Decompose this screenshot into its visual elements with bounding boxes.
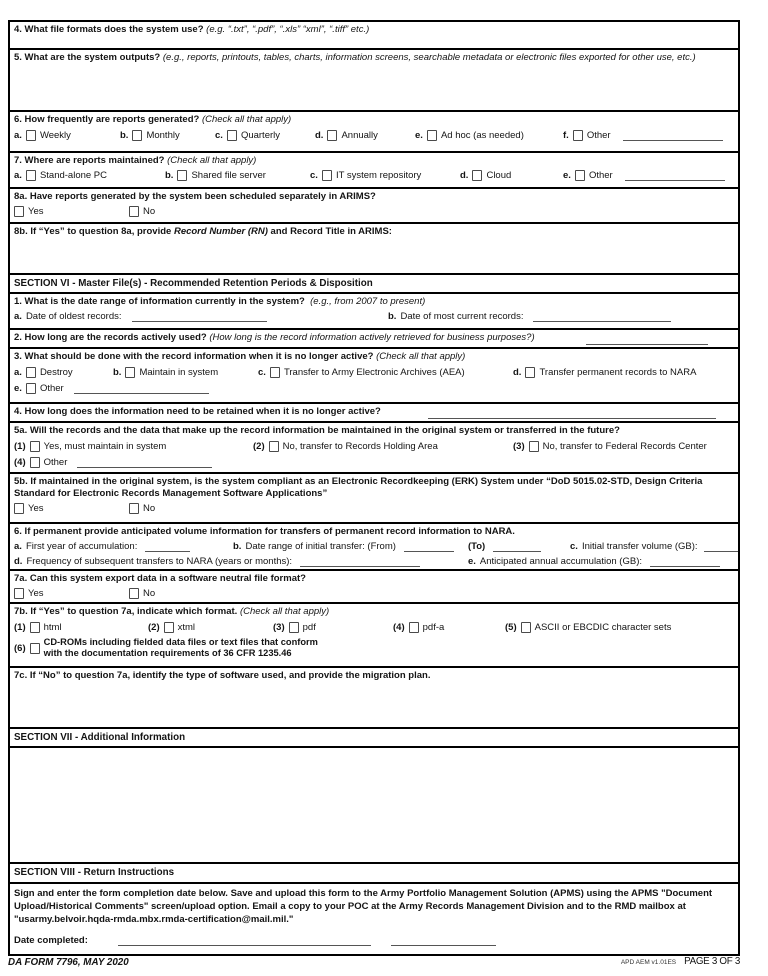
section-6-header-row: [10, 275, 738, 294]
checkbox-it-system-repository[interactable]: [322, 170, 332, 181]
option-xtml: (2) xtml: [148, 622, 196, 633]
question-4-row: [10, 22, 738, 50]
checkbox-federal-records-center[interactable]: [529, 441, 539, 452]
section6-q2-label: 2. How long are the records actively used? (How long is the record information actively retrieved for business purposes?): [14, 332, 535, 343]
question-4-hint: (e.g. “.txt”, “.pdf”, “.xls” “xml”, “.tiff” etc.): [206, 24, 370, 35]
field-first-year-accumulation: a. First year of accumulation:: [14, 541, 233, 552]
checkbox-5b-no[interactable]: [129, 503, 139, 514]
checkbox-annually[interactable]: [327, 130, 337, 141]
5a-other-fill-line[interactable]: [77, 458, 212, 468]
checkbox-pdf-a[interactable]: [409, 622, 419, 633]
field-annual-accumulation: e. Anticipated annual accumulation (GB):: [468, 556, 720, 567]
first-year-accumulation-fill-line[interactable]: [145, 542, 190, 552]
checkbox-shared-file-server[interactable]: [177, 170, 187, 181]
field-date-oldest-records: a. Date of oldest records:: [14, 311, 388, 322]
option-ascii-ebcdic: (5) ASCII or EBCDIC character sets: [505, 622, 672, 633]
checkbox-adhoc[interactable]: [427, 130, 437, 141]
section6-q7b-label: 7b. If “Yes” to question 7a, indicate which format. (Check all that apply): [14, 606, 330, 617]
checkbox-5a-other[interactable]: [30, 457, 40, 468]
option-other-frequency: f. Other: [563, 130, 611, 141]
section-7-content-row: [10, 748, 738, 864]
section6-q1-fields: [14, 311, 734, 322]
option-annually: d. Annually: [315, 130, 378, 141]
question-6-hint: (Check all that apply): [201, 114, 292, 125]
option-transfer-nara: d. Transfer permanent records to NARA: [513, 367, 697, 378]
option-other-location: e. Other: [563, 170, 613, 181]
question-6-options: [14, 130, 734, 141]
section6-q1-row: [10, 294, 738, 330]
option-8a-yes: Yes: [14, 206, 129, 217]
checkbox-html[interactable]: [30, 622, 40, 633]
section6-q5b-row: [10, 474, 738, 524]
question-7-row: [10, 153, 738, 189]
question-8a-options: [14, 206, 734, 217]
section-7-header-row: [10, 729, 738, 748]
checkbox-other-frequency[interactable]: [573, 130, 583, 141]
section-8-header-row: [10, 864, 738, 884]
question-5-answer-area[interactable]: [14, 64, 734, 94]
checkbox-5b-yes[interactable]: [14, 503, 24, 514]
checkbox-other-location[interactable]: [575, 170, 585, 181]
section6-q3-hint: (Check all that apply): [376, 351, 466, 362]
date-completed-fill-line-2[interactable]: [391, 936, 496, 946]
section6-q6-row: [10, 524, 738, 571]
question-6-row: [10, 112, 738, 153]
section6-q1-hint: (e.g., from 2007 to present): [310, 296, 426, 307]
other-frequency-fill-line[interactable]: [623, 131, 723, 141]
annual-accumulation-fill-line[interactable]: [650, 557, 720, 567]
option-monthly: b. Monthly: [120, 130, 180, 141]
option-federal-records-center: (3) No, transfer to Federal Records Center: [513, 441, 707, 452]
question-8b-answer-area[interactable]: [14, 238, 734, 270]
question-5-label: [14, 52, 734, 64]
checkbox-weekly[interactable]: [26, 130, 36, 141]
date-current-records-fill-line[interactable]: [533, 312, 671, 322]
initial-transfer-volume-fill-line[interactable]: [704, 542, 738, 552]
question-5-hint: (e.g., reports, printouts, tables, charts, information screens, searchable metadata or electronic files exported for other use, etc.): [162, 52, 696, 63]
form-body: [8, 20, 740, 956]
other-location-fill-line[interactable]: [625, 171, 725, 181]
question-8b-row: [10, 224, 738, 275]
date-oldest-records-fill-line[interactable]: [132, 312, 267, 322]
section6-q4-row: [10, 404, 738, 423]
checkbox-standalone-pc[interactable]: [26, 170, 36, 181]
question-8a-label: 8a. Have reports generated by the system been scheduled separately in ARIMS?: [14, 191, 376, 202]
option-5b-yes: Yes: [14, 503, 129, 514]
section6-q7b-hint: (Check all that apply): [239, 606, 330, 617]
option-cdroms: (6) CD-ROMs including fielded data files or text files that conform with the documentation requirements of 36 CFR 1235.46: [14, 637, 318, 658]
section-7-title: SECTION VII - Additional Information: [14, 732, 186, 743]
option-destroy: a. Destroy: [14, 367, 73, 378]
cdroms-label: CD-ROMs including fielded data files or text files that conform with the documentation requirements of 36 CFR 1235.46: [43, 637, 318, 658]
question-4-text: 4. What file formats does the system use?: [14, 24, 204, 35]
date-completed-fill-line[interactable]: [118, 936, 371, 946]
option-adhoc: e. Ad hoc (as needed): [415, 130, 524, 141]
checkbox-disposition-other[interactable]: [26, 383, 36, 394]
option-8a-no: No: [129, 206, 155, 217]
section6-q7a-row: [10, 571, 738, 604]
section6-q7b-row: [10, 604, 738, 668]
option-disposition-other: e. Other: [14, 383, 64, 394]
question-6-label: [14, 114, 734, 126]
transfer-to-fill-line[interactable]: [493, 542, 541, 552]
checkbox-xtml[interactable]: [164, 622, 174, 633]
section6-q3-options: [14, 367, 734, 378]
checkbox-cdroms[interactable]: [30, 643, 40, 654]
additional-information-answer-area[interactable]: [14, 750, 734, 860]
option-pdf: (3) pdf: [273, 622, 316, 633]
question-7-hint: (Check all that apply): [167, 155, 257, 166]
section6-q3-label: 3. What should be done with the record information when it is no longer active? (Check all that apply): [14, 351, 466, 362]
question-5-text: 5. What are the system outputs?: [14, 52, 161, 63]
section6-q6-line2: [14, 556, 734, 567]
option-records-holding-area: (2) No, transfer to Records Holding Area: [253, 441, 438, 452]
section6-q7a-options: [14, 588, 734, 599]
option-pdf-a: (4) pdf-a: [393, 622, 445, 633]
section-8-title: SECTION VIII - Return Instructions: [14, 867, 175, 878]
section6-q7c-answer-area[interactable]: [14, 682, 734, 724]
footer-right: [621, 956, 740, 967]
page-number: PAGE 3 OF 3: [684, 956, 740, 967]
transfer-from-fill-line[interactable]: [404, 542, 454, 552]
option-it-system-repository: c. IT system repository: [310, 170, 422, 181]
checkbox-yes-maintain[interactable]: [30, 441, 40, 452]
option-5a-other: (4) Other: [14, 457, 68, 468]
option-html: (1) html: [14, 622, 62, 633]
retention-fill-line[interactable]: [428, 409, 716, 419]
question-7-options: [14, 170, 734, 181]
option-shared-file-server: b. Shared file server: [165, 170, 266, 181]
checkbox-transfer-aea[interactable]: [270, 367, 280, 378]
question-8b-italic-text: Record Number (RN): [173, 226, 268, 237]
section6-q7a-label: 7a. Can this system export data in a software neutral file format?: [14, 573, 306, 584]
checkbox-records-holding-area[interactable]: [269, 441, 279, 452]
transfer-frequency-fill-line[interactable]: [300, 557, 420, 567]
option-transfer-aea: c. Transfer to Army Electronic Archives (AEA): [258, 367, 465, 378]
field-date-current-records: b. Date of most current records:: [388, 311, 671, 322]
actively-used-fill-line[interactable]: [586, 335, 708, 345]
option-7a-yes: Yes: [14, 588, 129, 599]
return-instructions-text: Sign and enter the form completion date below. Save and upload this form to the Army Portfolio Management Solution (APMS) using the APMS "Document Upload/Historical Comments" screen/upload option. Email a copy to your POC at the Army Records Management Division and to the RMD mailbox at "usarmy.belvoir.hqda-rmda.mbx.rmda-certification@mail.mil.": [14, 888, 713, 925]
section6-q5a-label: 5a. Will the records and the data that make up the record information be maintained in the original system or transferred in the future?: [14, 425, 620, 436]
option-yes-maintain: (1) Yes, must maintain in system: [14, 441, 167, 452]
question-8b-label: 8b. If “Yes” to question 8a, provide Record Number (RN) and Record Title in ARIMS:: [14, 226, 392, 237]
disposition-other-fill-line[interactable]: [74, 384, 209, 394]
checkbox-ascii-ebcdic[interactable]: [521, 622, 531, 633]
option-5b-no: No: [129, 503, 155, 514]
field-initial-transfer-range: b. Date range of initial transfer: (From) (To): [233, 541, 570, 552]
checkbox-quarterly[interactable]: [227, 130, 237, 141]
section6-q6-line1: [14, 541, 734, 552]
option-7a-no: No: [129, 588, 155, 599]
option-quarterly: c. Quarterly: [215, 130, 281, 141]
section6-q5a-row: [10, 423, 738, 474]
date-completed-line: [14, 935, 734, 947]
checkbox-monthly[interactable]: [132, 130, 142, 141]
section-6-title: SECTION VI - Master File(s) - Recommended Retention Periods & Disposition: [14, 278, 373, 289]
section6-q4-label: 4. How long does the information need to be retained when it is no longer active?: [14, 406, 381, 417]
checkbox-destroy[interactable]: [26, 367, 36, 378]
question-7-label: [14, 155, 734, 167]
question-5-row: [10, 50, 738, 112]
option-standalone-pc: a. Stand-alone PC: [14, 170, 108, 181]
checkbox-maintain-in-system[interactable]: [125, 367, 135, 378]
checkbox-pdf[interactable]: [289, 622, 299, 633]
section6-q7c-label: 7c. If “No” to question 7a, identify the type of software used, and provide the migration plan.: [14, 670, 431, 681]
option-maintain-in-system: b. Maintain in system: [113, 367, 219, 378]
date-completed-label: Date completed:: [14, 935, 88, 946]
question-7-text: 7. Where are reports maintained?: [14, 155, 165, 166]
section6-q1-label: 1. What is the date range of information currently in the system? (e.g., from 2007 to present): [14, 296, 426, 307]
question-4-answer-area[interactable]: [14, 36, 734, 46]
field-initial-transfer-volume: c. Initial transfer volume (GB):: [570, 541, 738, 552]
checkbox-transfer-nara[interactable]: [525, 367, 535, 378]
section6-q3-row: [10, 349, 738, 404]
checkbox-cloud[interactable]: [472, 170, 482, 181]
section-8-content-row: [10, 884, 738, 954]
section6-q5b-options: [14, 503, 734, 514]
field-transfer-frequency: d. Frequency of subsequent transfers to NARA (years or months):: [14, 556, 420, 567]
checkbox-7a-yes[interactable]: [14, 588, 24, 599]
section6-q2-row: [10, 330, 738, 349]
question-8a-row: [10, 189, 738, 224]
section6-q2-hint: (How long is the record information actively retrieved for business purposes?): [209, 332, 535, 343]
section6-q7b-options: [14, 622, 734, 633]
question-4-label: [14, 24, 734, 36]
checkbox-8a-yes[interactable]: [14, 206, 24, 217]
section6-q5a-other-line: [14, 457, 734, 468]
question-6-text: 6. How frequently are reports generated?: [14, 114, 200, 125]
section6-q3-other-line: [14, 383, 734, 394]
form-id-footer: DA FORM 7796, MAY 2020: [8, 957, 129, 968]
option-cloud: d. Cloud: [460, 170, 512, 181]
option-weekly: a. Weekly: [14, 130, 71, 141]
section6-q7c-row: [10, 668, 738, 729]
apd-version-code: APD AEM v1.01ES: [620, 959, 677, 966]
section6-q6-label: 6. If permanent provide anticipated volume information for transfers of permanent record information to NARA.: [14, 526, 515, 537]
checkbox-8a-no[interactable]: [129, 206, 139, 217]
section6-q5b-label: 5b. If maintained in the original system, is the system compliant as an Electronic Recordkeeping (ERK) System under “DoD 5015.02-STD, Design Criteria Standard for Electronic Records Management Software Applications”: [14, 476, 703, 499]
section6-q5a-options: [14, 441, 734, 452]
checkbox-7a-no[interactable]: [129, 588, 139, 599]
